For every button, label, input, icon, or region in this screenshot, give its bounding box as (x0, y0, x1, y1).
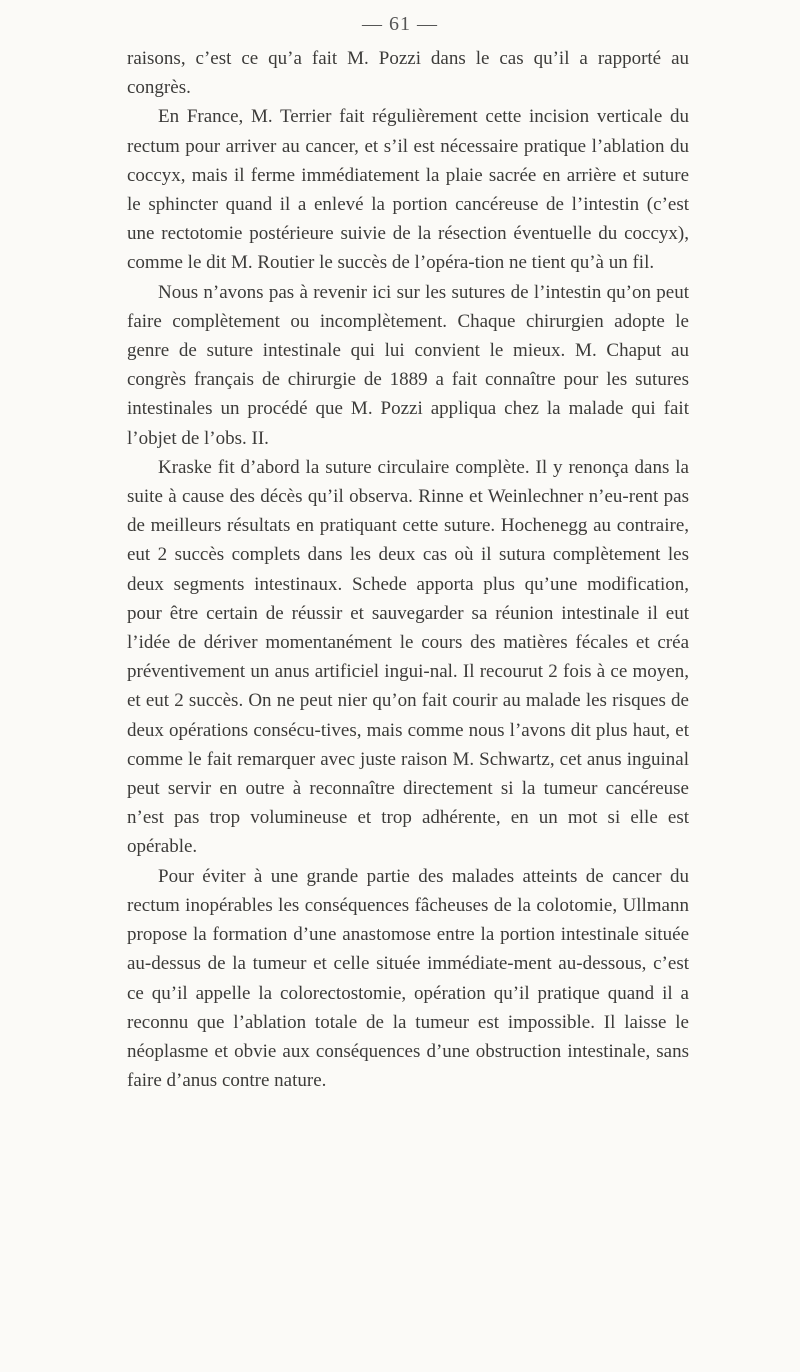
body-text (127, 44, 689, 1095)
paragraph-3: Nous n’avons pas à revenir ici sur les sutures de l’intestin qu’on peut faire complètement ou incomplètement. Chaque chirurgien adopte le genre de suture intestinale qui lui convient le mieux. M. Chaput au congrès français de chirurgie de 1889 a fait connaître pour les sutures intestinales un procédé que M. Pozzi appliqua chez la malade qui fait l’objet de l’obs. II. (127, 281, 689, 449)
paragraph-5: Pour éviter à une grande partie des malades atteints de cancer du rectum inopérables les conséquences fâcheuses de la colotomie, Ullmann propose la formation d’une anastomose entre la portion intestinale située au-dessus de la tumeur et celle située immédiate-ment au-dessous, c’est ce qu’il appelle la colorectostomie, opération qu’il pratique quand il a reconnu que l’ablation totale de la tumeur est impossible. Il laisse le néoplasme et obvie aux conséquences d’une obstruction intestinale, sans faire d’anus contre nature. (127, 865, 689, 1092)
page-number: — 61 — (362, 13, 438, 35)
paragraph-4: Kraske fit d’abord la suture circulaire complète. Il y renonça dans la suite à cause des décès qu’il observa. Rinne et Weinlechner n’eu-rent pas de meilleurs résultats en pratiquant cette suture. Hochenegg au contraire, eut 2 succès complets dans les deux cas où il sutura complètement les deux segments intestinaux. Schede apporta plus qu’une modification, pour être certain de réussir et sauvegarder sa réunion intestinale il eut l’idée de dériver momentanément le cours des matières fécales et créa préventivement un anus artificiel ingui-nal. Il recourut 2 fois à ce moyen, et eut 2 succès. On ne peut nier qu’on fait courir au malade les risques de deux opérations consécu-tives, mais comme nous l’avons dit plus haut, et comme le fait remarquer avec juste raison M. Schwartz, cet anus inguinal peut servir en outre à reconnaître directement si la tumeur cancéreuse n’est pas trop volumineuse et trop adhérente, en un mot si elle est opérable. (127, 456, 689, 858)
paragraph-1: raisons, c’est ce qu’a fait M. Pozzi dans le cas qu’il a rapporté au congrès. (127, 48, 689, 99)
paragraph-2: En France, M. Terrier fait régulièrement cette incision verticale du rectum pour arriver au cancer, et s’il est nécessaire pratique l’ablation du coccyx, mais il ferme immédiatement la plaie sacrée en arrière et suture le sphincter quand il a enlevé la portion cancéreuse de l’intestin (c’est une rectotomie postérieure suivie de la résection éventuelle du coccyx), comme le dit M. Routier le succès de l’opéra-tion ne tient qu’à un fil. (127, 106, 689, 274)
